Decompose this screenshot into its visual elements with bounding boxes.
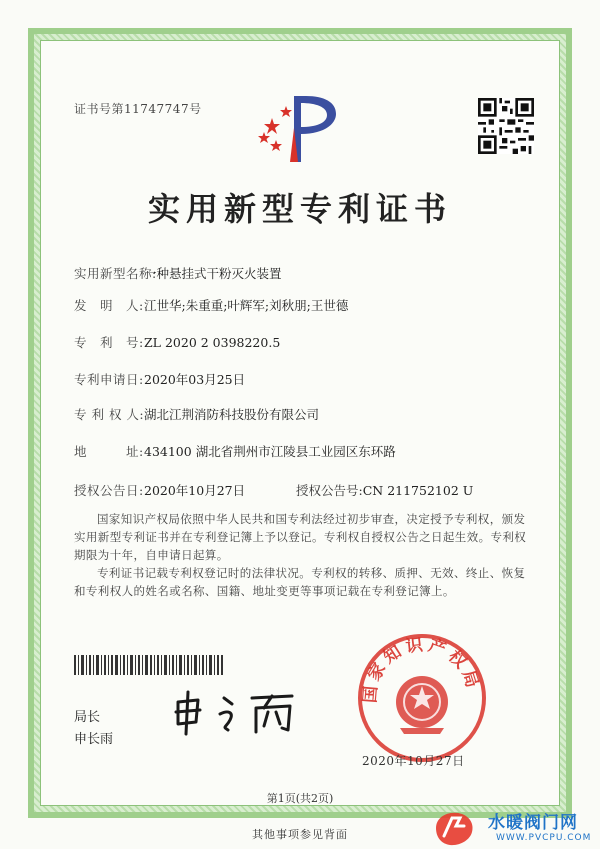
field-label: 专 利 号: [74, 335, 144, 350]
footer-note: 其他事项参见背面 [252, 828, 348, 841]
director-name: 申长雨 [74, 732, 114, 747]
field-label: 专利申请日: [74, 372, 144, 387]
cnipa-logo-icon [254, 88, 344, 168]
field-value: 湖北江荆消防科技股份有限公司 [144, 407, 320, 422]
field-value: CN 211752102 U [362, 483, 474, 498]
field-value: 一种悬挂式干粉灭火装置 [144, 266, 282, 281]
field-address [74, 442, 396, 460]
field-patent-number [74, 333, 280, 351]
paragraph-decision: 国家知识产权局依照中华人民共和国专利法经过初步审查，决定授予专利权，颁发实用新型专利证书并在专利登记簿上予以登记。专利权自授权公告之日起生效。专利权期限为十年，自申请日起算。 [74, 512, 527, 562]
certificate-number: 证书号第11747747号 [74, 102, 202, 116]
field-label: 地 址: [74, 444, 144, 459]
watermark-text: 水暖阀门网 [488, 813, 578, 833]
seal-date: 2020年10月27日 [362, 754, 465, 768]
field-label: 授权公告日: [74, 483, 144, 498]
field-application-date [74, 370, 245, 388]
paragraph-legal-status: 专利证书记载专利权登记时的法律状况。专利权的转移、质押、无效、终止、恢复和专利权人的姓名或名称、国籍、地址变更等事项记载在专利登记簿上。 [74, 566, 526, 598]
director-title: 局长 [74, 710, 101, 725]
field-label: 发 明 人: [74, 298, 144, 313]
field-patentee [74, 405, 319, 423]
watermark-url: WWW.PVCPU.COM [496, 833, 592, 843]
seal-text: 国家知识产权局 [360, 634, 484, 704]
official-seal [356, 632, 488, 764]
certificate-title: 实用新型专利证书 [147, 190, 452, 228]
qr-code-icon [478, 98, 534, 154]
field-announcement-number [296, 481, 473, 499]
field-value: 2020年03月25日 [144, 372, 246, 387]
field-label: 实用新型名称: [74, 266, 157, 281]
page-number: 第1页(共2页) [266, 792, 334, 805]
field-label: 授权公告号: [296, 483, 363, 498]
barcode-icon [74, 655, 224, 675]
field-utility-model-name [74, 264, 282, 282]
field-inventors [74, 296, 348, 314]
field-label: 专 利 权 人: [74, 407, 145, 422]
field-value: 江世华;朱重重;叶辉军;刘秋朋;王世德 [144, 298, 349, 313]
field-value: ZL 2020 2 0398220.5 [144, 335, 281, 350]
field-grant-date [74, 481, 245, 499]
handwritten-signature [172, 688, 302, 738]
field-value: 434100 湖北省荆州市江陵县工业园区东环路 [144, 444, 396, 459]
field-value: 2020年10月27日 [144, 483, 246, 498]
